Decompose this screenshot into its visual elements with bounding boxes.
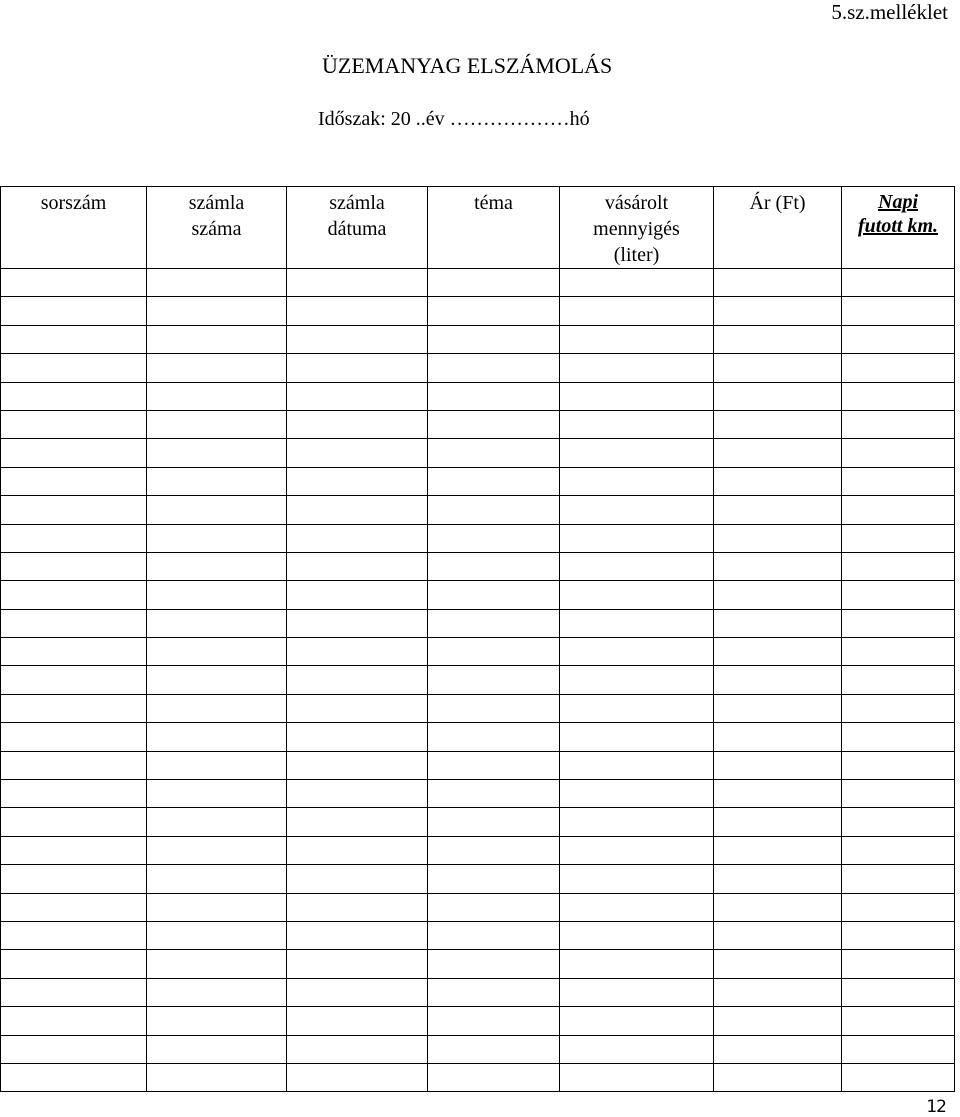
table-row bbox=[1, 723, 955, 751]
table-row bbox=[1, 836, 955, 864]
header-napi-futott-km: Napi futott km. bbox=[842, 187, 955, 269]
cell-sorszam[interactable] bbox=[1, 552, 147, 580]
cell-sorszam[interactable] bbox=[1, 524, 147, 552]
cell-sorszam[interactable] bbox=[1, 921, 147, 949]
cell-szamla-szama[interactable] bbox=[147, 865, 287, 893]
cell-mennyiseg[interactable] bbox=[560, 524, 714, 552]
cell-szamla-datuma[interactable] bbox=[287, 581, 428, 609]
cell-sorszam[interactable] bbox=[1, 950, 147, 978]
cell-mennyiseg[interactable] bbox=[560, 808, 714, 836]
cell-mennyiseg[interactable] bbox=[560, 325, 714, 353]
cell-km[interactable] bbox=[842, 694, 955, 722]
cell-tema[interactable] bbox=[428, 382, 560, 410]
cell-ar[interactable] bbox=[714, 638, 842, 666]
cell-km[interactable] bbox=[842, 666, 955, 694]
cell-mennyiseg[interactable] bbox=[560, 581, 714, 609]
header-ar: Ár (Ft) bbox=[714, 187, 842, 269]
cell-km[interactable] bbox=[842, 1063, 955, 1091]
cell-sorszam[interactable] bbox=[1, 325, 147, 353]
cell-ar[interactable] bbox=[714, 921, 842, 949]
table-row bbox=[1, 581, 955, 609]
cell-sorszam[interactable] bbox=[1, 269, 147, 297]
cell-tema[interactable] bbox=[428, 581, 560, 609]
cell-sorszam[interactable] bbox=[1, 354, 147, 382]
cell-sorszam[interactable] bbox=[1, 780, 147, 808]
table-row bbox=[1, 496, 955, 524]
cell-ar[interactable] bbox=[714, 836, 842, 864]
table-row bbox=[1, 354, 955, 382]
cell-ar[interactable] bbox=[714, 808, 842, 836]
table-header-row bbox=[1, 187, 955, 269]
cell-ar[interactable] bbox=[714, 751, 842, 779]
cell-sorszam[interactable] bbox=[1, 751, 147, 779]
cell-mennyiseg[interactable] bbox=[560, 921, 714, 949]
cell-szamla-datuma[interactable] bbox=[287, 439, 428, 467]
cell-mennyiseg[interactable] bbox=[560, 978, 714, 1006]
cell-tema[interactable] bbox=[428, 723, 560, 751]
cell-szamla-datuma[interactable] bbox=[287, 666, 428, 694]
cell-km[interactable] bbox=[842, 524, 955, 552]
cell-sorszam[interactable] bbox=[1, 836, 147, 864]
cell-ar[interactable] bbox=[714, 865, 842, 893]
cell-tema[interactable] bbox=[428, 780, 560, 808]
cell-mennyiseg[interactable] bbox=[560, 552, 714, 580]
cell-tema[interactable] bbox=[428, 325, 560, 353]
cell-szamla-szama[interactable] bbox=[147, 666, 287, 694]
cell-km[interactable] bbox=[842, 808, 955, 836]
cell-ar[interactable] bbox=[714, 1063, 842, 1091]
table-row bbox=[1, 780, 955, 808]
table-row bbox=[1, 921, 955, 949]
cell-szamla-szama[interactable] bbox=[147, 524, 287, 552]
cell-szamla-datuma[interactable] bbox=[287, 893, 428, 921]
table-row bbox=[1, 1007, 955, 1035]
cell-szamla-szama[interactable] bbox=[147, 410, 287, 438]
cell-tema[interactable] bbox=[428, 666, 560, 694]
cell-ar[interactable] bbox=[714, 1035, 842, 1063]
cell-ar[interactable] bbox=[714, 297, 842, 325]
table-row bbox=[1, 410, 955, 438]
cell-mennyiseg[interactable] bbox=[560, 893, 714, 921]
cell-tema[interactable] bbox=[428, 439, 560, 467]
cell-ar[interactable] bbox=[714, 467, 842, 495]
cell-szamla-datuma[interactable] bbox=[287, 325, 428, 353]
cell-mennyiseg[interactable] bbox=[560, 836, 714, 864]
table-row bbox=[1, 467, 955, 495]
cell-szamla-datuma[interactable] bbox=[287, 1063, 428, 1091]
cell-ar[interactable] bbox=[714, 609, 842, 637]
cell-mennyiseg[interactable] bbox=[560, 439, 714, 467]
cell-szamla-datuma[interactable] bbox=[287, 297, 428, 325]
cell-szamla-datuma[interactable] bbox=[287, 524, 428, 552]
cell-tema[interactable] bbox=[428, 410, 560, 438]
cell-km[interactable] bbox=[842, 382, 955, 410]
cell-km[interactable] bbox=[842, 581, 955, 609]
cell-km[interactable] bbox=[842, 1035, 955, 1063]
cell-ar[interactable] bbox=[714, 1007, 842, 1035]
cell-szamla-datuma[interactable] bbox=[287, 751, 428, 779]
cell-km[interactable] bbox=[842, 638, 955, 666]
cell-tema[interactable] bbox=[428, 836, 560, 864]
cell-mennyiseg[interactable] bbox=[560, 638, 714, 666]
cell-sorszam[interactable] bbox=[1, 865, 147, 893]
cell-szamla-datuma[interactable] bbox=[287, 269, 428, 297]
cell-tema[interactable] bbox=[428, 524, 560, 552]
table-row bbox=[1, 609, 955, 637]
cell-mennyiseg[interactable] bbox=[560, 666, 714, 694]
cell-szamla-datuma[interactable] bbox=[287, 1035, 428, 1063]
table-row bbox=[1, 638, 955, 666]
table-row bbox=[1, 552, 955, 580]
cell-km[interactable] bbox=[842, 865, 955, 893]
cell-ar[interactable] bbox=[714, 780, 842, 808]
cell-sorszam[interactable] bbox=[1, 1035, 147, 1063]
cell-sorszam[interactable] bbox=[1, 694, 147, 722]
cell-mennyiseg[interactable] bbox=[560, 297, 714, 325]
cell-ar[interactable] bbox=[714, 496, 842, 524]
table-row bbox=[1, 382, 955, 410]
cell-km[interactable] bbox=[842, 410, 955, 438]
cell-ar[interactable] bbox=[714, 325, 842, 353]
cell-szamla-datuma[interactable] bbox=[287, 354, 428, 382]
cell-km[interactable] bbox=[842, 297, 955, 325]
cell-ar[interactable] bbox=[714, 950, 842, 978]
cell-sorszam[interactable] bbox=[1, 382, 147, 410]
table-row bbox=[1, 1063, 955, 1091]
cell-km[interactable] bbox=[842, 325, 955, 353]
table-row bbox=[1, 325, 955, 353]
cell-mennyiseg[interactable] bbox=[560, 751, 714, 779]
cell-szamla-szama[interactable] bbox=[147, 950, 287, 978]
cell-ar[interactable] bbox=[714, 382, 842, 410]
cell-szamla-szama[interactable] bbox=[147, 552, 287, 580]
cell-mennyiseg[interactable] bbox=[560, 723, 714, 751]
cell-szamla-szama[interactable] bbox=[147, 694, 287, 722]
cell-szamla-szama[interactable] bbox=[147, 808, 287, 836]
cell-szamla-datuma[interactable] bbox=[287, 921, 428, 949]
cell-tema[interactable] bbox=[428, 638, 560, 666]
cell-szamla-datuma[interactable] bbox=[287, 723, 428, 751]
cell-ar[interactable] bbox=[714, 410, 842, 438]
cell-szamla-datuma[interactable] bbox=[287, 1007, 428, 1035]
cell-km[interactable] bbox=[842, 921, 955, 949]
table-row bbox=[1, 808, 955, 836]
cell-sorszam[interactable] bbox=[1, 893, 147, 921]
cell-szamla-datuma[interactable] bbox=[287, 496, 428, 524]
cell-szamla-szama[interactable] bbox=[147, 297, 287, 325]
cell-ar[interactable] bbox=[714, 978, 842, 1006]
table-row bbox=[1, 751, 955, 779]
cell-szamla-szama[interactable] bbox=[147, 893, 287, 921]
cell-sorszam[interactable] bbox=[1, 978, 147, 1006]
cell-szamla-datuma[interactable] bbox=[287, 638, 428, 666]
cell-km[interactable] bbox=[842, 1007, 955, 1035]
cell-tema[interactable] bbox=[428, 609, 560, 637]
header-szamla-datuma: számla dátuma bbox=[287, 187, 428, 269]
cell-szamla-szama[interactable] bbox=[147, 382, 287, 410]
cell-tema[interactable] bbox=[428, 1063, 560, 1091]
cell-szamla-datuma[interactable] bbox=[287, 410, 428, 438]
cell-tema[interactable] bbox=[428, 865, 560, 893]
cell-tema[interactable] bbox=[428, 921, 560, 949]
document-title: ÜZEMANYAG ELSZÁMOLÁS bbox=[322, 53, 613, 78]
annex-label: 5.sz.melléklet bbox=[831, 0, 948, 24]
period-line: Időszak: 20 ..év ………………hó bbox=[318, 108, 590, 130]
page-number: 12 bbox=[926, 1097, 946, 1117]
table-row bbox=[1, 666, 955, 694]
cell-ar[interactable] bbox=[714, 893, 842, 921]
cell-km[interactable] bbox=[842, 751, 955, 779]
cell-sorszam[interactable] bbox=[1, 638, 147, 666]
cell-szamla-datuma[interactable] bbox=[287, 865, 428, 893]
cell-mennyiseg[interactable] bbox=[560, 694, 714, 722]
cell-ar[interactable] bbox=[714, 723, 842, 751]
cell-mennyiseg[interactable] bbox=[560, 467, 714, 495]
cell-sorszam[interactable] bbox=[1, 723, 147, 751]
table-row bbox=[1, 524, 955, 552]
cell-ar[interactable] bbox=[714, 439, 842, 467]
cell-ar[interactable] bbox=[714, 354, 842, 382]
cell-tema[interactable] bbox=[428, 978, 560, 1006]
cell-tema[interactable] bbox=[428, 893, 560, 921]
cell-km[interactable] bbox=[842, 467, 955, 495]
cell-km[interactable] bbox=[842, 552, 955, 580]
cell-szamla-szama[interactable] bbox=[147, 978, 287, 1006]
cell-sorszam[interactable] bbox=[1, 467, 147, 495]
table-row bbox=[1, 297, 955, 325]
cell-mennyiseg[interactable] bbox=[560, 780, 714, 808]
cell-km[interactable] bbox=[842, 439, 955, 467]
cell-mennyiseg[interactable] bbox=[560, 410, 714, 438]
fuel-ledger-table bbox=[0, 186, 955, 1092]
cell-szamla-szama[interactable] bbox=[147, 1063, 287, 1091]
cell-mennyiseg[interactable] bbox=[560, 354, 714, 382]
cell-szamla-szama[interactable] bbox=[147, 723, 287, 751]
cell-szamla-datuma[interactable] bbox=[287, 609, 428, 637]
cell-mennyiseg[interactable] bbox=[560, 496, 714, 524]
cell-sorszam[interactable] bbox=[1, 439, 147, 467]
cell-km[interactable] bbox=[842, 780, 955, 808]
table-row bbox=[1, 1035, 955, 1063]
cell-sorszam[interactable] bbox=[1, 808, 147, 836]
cell-mennyiseg[interactable] bbox=[560, 382, 714, 410]
cell-szamla-datuma[interactable] bbox=[287, 950, 428, 978]
table-row bbox=[1, 439, 955, 467]
table-row bbox=[1, 950, 955, 978]
cell-ar[interactable] bbox=[714, 581, 842, 609]
table-row bbox=[1, 978, 955, 1006]
cell-km[interactable] bbox=[842, 978, 955, 1006]
cell-mennyiseg[interactable] bbox=[560, 609, 714, 637]
cell-tema[interactable] bbox=[428, 808, 560, 836]
cell-km[interactable] bbox=[842, 269, 955, 297]
cell-sorszam[interactable] bbox=[1, 609, 147, 637]
cell-szamla-szama[interactable] bbox=[147, 467, 287, 495]
cell-szamla-szama[interactable] bbox=[147, 325, 287, 353]
table-row bbox=[1, 865, 955, 893]
cell-tema[interactable] bbox=[428, 354, 560, 382]
cell-szamla-szama[interactable] bbox=[147, 751, 287, 779]
cell-szamla-datuma[interactable] bbox=[287, 978, 428, 1006]
cell-ar[interactable] bbox=[714, 552, 842, 580]
cell-sorszam[interactable] bbox=[1, 1007, 147, 1035]
cell-tema[interactable] bbox=[428, 751, 560, 779]
cell-tema[interactable] bbox=[428, 950, 560, 978]
cell-szamla-szama[interactable] bbox=[147, 1035, 287, 1063]
cell-tema[interactable] bbox=[428, 496, 560, 524]
cell-km[interactable] bbox=[842, 723, 955, 751]
header-szamla-szama: számla száma bbox=[147, 187, 287, 269]
cell-km[interactable] bbox=[842, 893, 955, 921]
cell-sorszam[interactable] bbox=[1, 496, 147, 524]
cell-km[interactable] bbox=[842, 496, 955, 524]
cell-mennyiseg[interactable] bbox=[560, 1035, 714, 1063]
cell-szamla-szama[interactable] bbox=[147, 439, 287, 467]
cell-tema[interactable] bbox=[428, 269, 560, 297]
cell-ar[interactable] bbox=[714, 694, 842, 722]
cell-mennyiseg[interactable] bbox=[560, 1007, 714, 1035]
header-tema: téma bbox=[428, 187, 560, 269]
table-row bbox=[1, 269, 955, 297]
cell-szamla-szama[interactable] bbox=[147, 496, 287, 524]
cell-szamla-datuma[interactable] bbox=[287, 836, 428, 864]
table-body bbox=[1, 269, 955, 1092]
cell-mennyiseg[interactable] bbox=[560, 269, 714, 297]
cell-ar[interactable] bbox=[714, 524, 842, 552]
cell-szamla-szama[interactable] bbox=[147, 269, 287, 297]
cell-szamla-szama[interactable] bbox=[147, 609, 287, 637]
cell-km[interactable] bbox=[842, 950, 955, 978]
cell-mennyiseg[interactable] bbox=[560, 950, 714, 978]
cell-szamla-datuma[interactable] bbox=[287, 382, 428, 410]
cell-ar[interactable] bbox=[714, 269, 842, 297]
cell-szamla-szama[interactable] bbox=[147, 921, 287, 949]
cell-km[interactable] bbox=[842, 354, 955, 382]
cell-mennyiseg[interactable] bbox=[560, 865, 714, 893]
table-row bbox=[1, 694, 955, 722]
cell-tema[interactable] bbox=[428, 467, 560, 495]
cell-sorszam[interactable] bbox=[1, 1063, 147, 1091]
cell-szamla-datuma[interactable] bbox=[287, 552, 428, 580]
cell-tema[interactable] bbox=[428, 1035, 560, 1063]
cell-km[interactable] bbox=[842, 609, 955, 637]
cell-sorszam[interactable] bbox=[1, 666, 147, 694]
header-mennyiseg: vásárolt mennyigés (liter) bbox=[560, 187, 714, 269]
cell-mennyiseg[interactable] bbox=[560, 1063, 714, 1091]
cell-tema[interactable] bbox=[428, 297, 560, 325]
cell-tema[interactable] bbox=[428, 1007, 560, 1035]
cell-sorszam[interactable] bbox=[1, 410, 147, 438]
cell-szamla-szama[interactable] bbox=[147, 836, 287, 864]
cell-ar[interactable] bbox=[714, 666, 842, 694]
cell-szamla-szama[interactable] bbox=[147, 354, 287, 382]
cell-sorszam[interactable] bbox=[1, 297, 147, 325]
cell-szamla-datuma[interactable] bbox=[287, 467, 428, 495]
table-row bbox=[1, 893, 955, 921]
cell-km[interactable] bbox=[842, 836, 955, 864]
cell-szamla-szama[interactable] bbox=[147, 1007, 287, 1035]
cell-szamla-szama[interactable] bbox=[147, 638, 287, 666]
cell-sorszam[interactable] bbox=[1, 581, 147, 609]
cell-szamla-szama[interactable] bbox=[147, 780, 287, 808]
cell-szamla-datuma[interactable] bbox=[287, 808, 428, 836]
header-sorszam: sorszám bbox=[1, 187, 147, 269]
cell-szamla-datuma[interactable] bbox=[287, 694, 428, 722]
cell-szamla-szama[interactable] bbox=[147, 581, 287, 609]
cell-tema[interactable] bbox=[428, 552, 560, 580]
cell-tema[interactable] bbox=[428, 694, 560, 722]
cell-szamla-datuma[interactable] bbox=[287, 780, 428, 808]
